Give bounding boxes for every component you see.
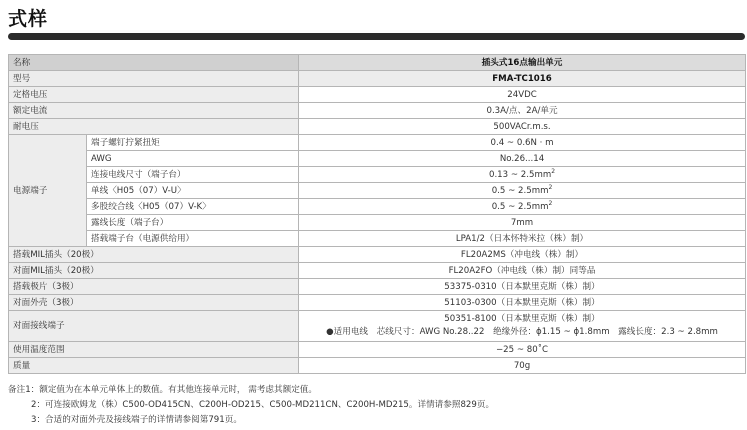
rated-voltage-label: 定格电压 xyxy=(9,87,299,103)
terminal-torque-value: 0.4 ~ 0.6N · m xyxy=(299,135,746,151)
table-row xyxy=(9,103,746,119)
stranded-wire-label: 多股绞合线〈H05（07）V-K〉 xyxy=(87,199,299,215)
wire-size-label: 连接电线尺寸（端子台） xyxy=(87,167,299,183)
withstand-voltage-label: 耐电压 xyxy=(9,119,299,135)
note-3: 3：合适的对面外壳及接线端子的详情请参阅第791页。 xyxy=(31,415,242,425)
table-row xyxy=(9,342,746,358)
table-row xyxy=(9,358,746,374)
mil-plug-value: FL20A2MS（冲电线（株）制） xyxy=(299,247,746,263)
rated-voltage-value: 24VDC xyxy=(299,87,746,103)
terminal-block-label: 搭载端子台（电源供给用） xyxy=(87,231,299,247)
notes-block xyxy=(8,383,494,428)
table-row xyxy=(9,263,746,279)
table-row xyxy=(9,311,746,342)
table-row xyxy=(9,231,746,247)
mating-terminal-value xyxy=(299,311,746,342)
awg-label: AWG xyxy=(87,151,299,167)
wire-size-value: 0.13 ~ $2.5mm^2$ xyxy=(299,167,746,183)
table-row xyxy=(9,119,746,135)
table-row xyxy=(9,135,746,151)
mass-value: 70g xyxy=(299,358,746,374)
note-1: 备注1：额定值为在本单元单体上的数值。有其他连接单元时， 需考虑其额定值。 xyxy=(8,385,317,395)
table-row xyxy=(9,151,746,167)
table-row xyxy=(9,295,746,311)
mating-terminal-part: 50351-8100（日本默里克斯（株）制） xyxy=(444,314,600,324)
terminal-block-value: LPA1/2（日本怀特米拉（株）制） xyxy=(299,231,746,247)
awg-value: No.26...14 xyxy=(299,151,746,167)
single-wire-label: 单线〈H05（07）V-U〉 xyxy=(87,183,299,199)
stranded-wire-value: 0.5 ~ $2.5mm^2$ xyxy=(299,199,746,215)
page-title: 式样 xyxy=(8,8,49,30)
mating-mil-plug-label: 对面MIL插头（20极） xyxy=(9,263,299,279)
mating-mil-plug-value: FL20A2FO（冲电线（株）制）同等品 xyxy=(299,263,746,279)
table-row xyxy=(9,215,746,231)
rated-current-label: 额定电流 xyxy=(9,103,299,119)
table-row xyxy=(9,199,746,215)
mil-plug-label: 搭载MIL插头（20极） xyxy=(9,247,299,263)
mating-terminal-label: 对面接线端子 xyxy=(9,311,299,342)
pole-piece-label: 搭载极片（3极） xyxy=(9,279,299,295)
applicable-wire-note: ●适用电线 芯线尺寸：AWG No.28..22 绝缘外径：ϕ1.15 ~ ϕ1.8mm 露线长度：2.3 ~ 2.8mm xyxy=(326,327,718,337)
model-label: 型号 xyxy=(9,71,299,87)
mass-label: 质量 xyxy=(9,358,299,374)
rated-current-value: 0.3A/点、2A/单元 xyxy=(299,103,746,119)
power-terminal-label: 电源端子 xyxy=(9,135,87,247)
header-value: 插头式16点输出单元 xyxy=(299,55,746,71)
pole-piece-value: 53375-0310（日本默里克斯（株）制） xyxy=(299,279,746,295)
temperature-value: −25 ~ 80˚C xyxy=(299,342,746,358)
strip-length-value: 7mm xyxy=(299,215,746,231)
note-2: 2：可连接欧姆龙（株）C500-OD415CN、C200H-OD215、C500-MD211CN、C200H-MD215。详情请参照829页。 xyxy=(31,400,495,410)
table-row xyxy=(9,167,746,183)
withstand-voltage-value: 500VACr.m.s. xyxy=(299,119,746,135)
mating-housing-value: 51103-0300（日本默里克斯（株）制） xyxy=(299,295,746,311)
strip-length-label: 露线长度（端子台） xyxy=(87,215,299,231)
table-row xyxy=(9,183,746,199)
table-row xyxy=(9,247,746,263)
temperature-label: 使用温度范围 xyxy=(9,342,299,358)
header-label: 名称 xyxy=(9,55,299,71)
single-wire-value: 0.5 ~ $2.5mm^2$ xyxy=(299,183,746,199)
model-value: FMA-TC1016 xyxy=(299,71,746,87)
spec-table xyxy=(8,54,746,374)
table-row xyxy=(9,87,746,103)
terminal-torque-label: 端子螺钉拧紧扭矩 xyxy=(87,135,299,151)
table-row xyxy=(9,279,746,295)
title-underline-bar xyxy=(8,33,745,40)
mating-housing-label: 对面外壳（3极） xyxy=(9,295,299,311)
table-row xyxy=(9,71,746,87)
table-header-row xyxy=(9,55,746,71)
